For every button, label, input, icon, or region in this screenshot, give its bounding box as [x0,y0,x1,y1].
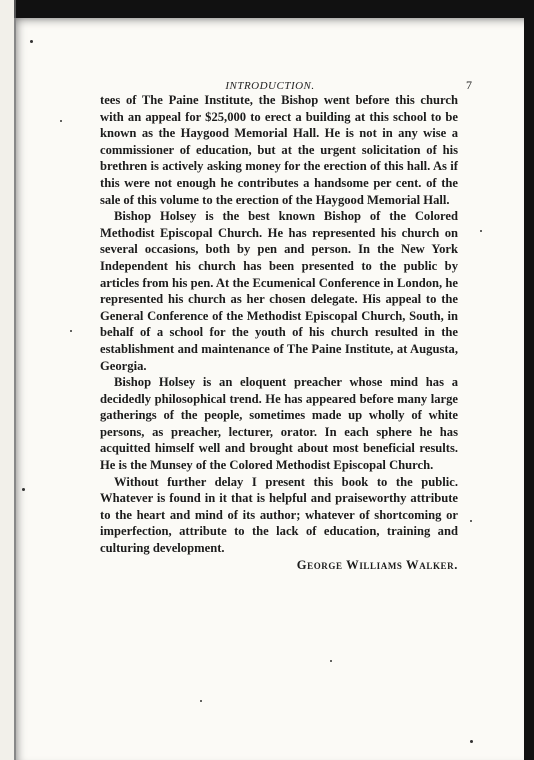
page-body [100,92,458,573]
scan-top-border [0,0,534,18]
scan-speck [70,330,72,332]
running-title: INTRODUCTION. [225,80,315,92]
scan-speck [22,488,25,491]
paragraph: Bishop Holsey is the best known Bishop of the Colored Methodist Episcopal Church. He has represented his church on several occasions, both by pen and person. In the New York Independent his church has been presented to the public by articles from his pen. At the Ecumenical Conference in London, he represented his church as her chosen delegate. His appeal to the General Conference of the Methodist Episcopal Church, South, in behalf of a school for the youth of his church resulted in the establishment and maintenance of The Paine Institute, at Augusta, Georgia. [100,209,458,373]
scan-speck [200,700,202,702]
scan-speck [470,740,473,743]
scan-speck [330,660,332,662]
paragraph: Bishop Holsey is an eloquent preacher whose mind has a decidedly philosophical trend. He has appeared before many large gatherings of the people, sometimes made up wholly of white persons, as preacher, lecturer, orator. In each sphere he has acquitted himself well and brought about most beneficial results. He is the Munsey of the Colored Methodist Episcopal Church. [100,375,458,473]
scan-speck [60,120,62,122]
page-number: 7 [466,78,472,92]
author-signature: George Williams Walker. [296,557,458,572]
scan-speck [470,520,472,522]
scan-speck [30,40,33,43]
paragraph-continued: tees of The Paine Institute, the Bishop went before this church with an appeal for $25,000 to erect a building at this school to be known as the Haygood Memorial Hall. He is not in any wise a commissioner of education, but at the urgent solicitation of his brethren is actively asking money for the erection of this hall. As if this were not enough he contributes a handsome per cent. of the sale of this volume to the erection of the Haygood Memorial Hall. [100,93,458,207]
scan-speck [480,230,482,232]
paragraph: Without further delay I present this book to the public. Whatever is found in it that is helpful and praiseworthy attribute to the heart and mind of its author; whatever of shortcoming or imperfection, attribute to the lack of education, training and culturing development. [100,474,458,556]
